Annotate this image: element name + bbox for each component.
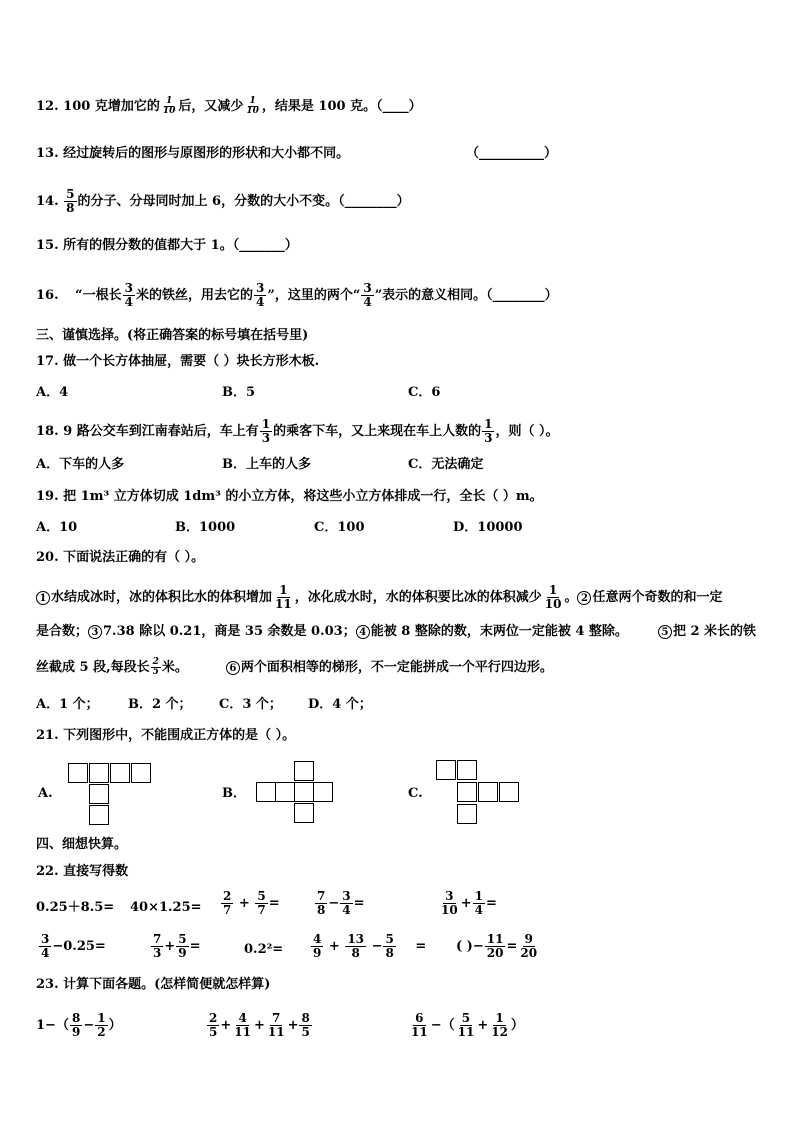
option-b[interactable]: B．1000 bbox=[175, 520, 236, 535]
option-b[interactable]: B．5 bbox=[222, 385, 256, 400]
circled-number: 6 bbox=[226, 661, 240, 675]
statement-line: 1 水结成冰时，冰的体积比水的体积增加 $\frac{1}{11}$ ，冰化成水时，水的体积要比冰的体积减少 $\frac{1}{10}$ 。 2 任意两个奇数的和一定 bbox=[36, 584, 722, 611]
circled-number: 4 bbox=[356, 625, 370, 639]
question-number: 13. bbox=[36, 146, 59, 161]
question-13: 13. 经过旋转后的图形与原图形的形状和大小都不同。 bbox=[36, 146, 350, 161]
question-number: 21. bbox=[36, 728, 59, 743]
option-c[interactable]: C．6 bbox=[408, 385, 441, 400]
calc-item: $\frac{2}{7}$ + $\frac{5}{7}$ = bbox=[223, 889, 280, 917]
calc-expression: $\frac{2}{5}$ + $\frac{4}{11}$ + $\frac{7}{11}$ + $\frac{8}{5}$ bbox=[209, 1011, 310, 1039]
calc-item: $\frac{3}{4}$ −0.25= bbox=[41, 932, 106, 960]
question-12: 12. 100 克增加它的 $\frac{1}{10}$ 后，又减少 $\frac{1}{10}$ ，结果是 100 克。（____） bbox=[36, 96, 422, 116]
calc-expression: $\frac{6}{11}$ −（ $\frac{5}{11}$ + $\frac{1}{12}$ ） bbox=[411, 1011, 524, 1039]
option-d[interactable]: D．4 个； bbox=[308, 697, 372, 712]
option-c[interactable]: C．3 个； bbox=[219, 697, 282, 712]
option-c[interactable]: C．无法确定 bbox=[408, 457, 484, 472]
option-a[interactable]: A．4 bbox=[36, 385, 69, 400]
option-c[interactable]: C. bbox=[408, 786, 423, 801]
question-number: 19. bbox=[36, 489, 59, 504]
circled-number: 1 bbox=[36, 591, 50, 605]
fraction: $\frac{1}{10}$ bbox=[246, 96, 259, 116]
question-number: 18. bbox=[36, 424, 59, 439]
option-d[interactable]: D．10000 bbox=[453, 520, 523, 535]
calc-item: $\frac{7}{3}$ + $\frac{5}{9}$ = bbox=[153, 932, 201, 960]
answer-blank[interactable]: （__________） bbox=[466, 146, 558, 161]
section-heading: 三、谨慎选择。(将正确答案的标号填在括号里) bbox=[36, 328, 309, 343]
question-number: 17. bbox=[36, 354, 59, 369]
question-number: 16. bbox=[36, 288, 59, 303]
calc-item: 0.2²= bbox=[244, 942, 284, 957]
calc-item: 0.25＋8.5= bbox=[36, 900, 115, 915]
question-number: 22. bbox=[36, 864, 59, 879]
circled-number: 3 bbox=[88, 625, 102, 639]
circled-number: 5 bbox=[658, 625, 672, 639]
statement-line: 丝截成 5 段,每段长 $\frac{2}{5}$ 米。 6 两个面积相等的梯形，不一定能拼成一个平行四边形。 bbox=[36, 657, 553, 677]
option-a[interactable]: A．下车的人多 bbox=[36, 457, 125, 472]
fraction: $\frac{3}{4}$ bbox=[124, 281, 133, 309]
question-22: 22. 直接写得数 bbox=[36, 864, 129, 879]
option-a[interactable]: A．1 个； bbox=[36, 697, 99, 712]
question-number: 12. bbox=[36, 99, 59, 114]
question-21: 21. 下列图形中，不能围成正方体的是（ ）。 bbox=[36, 728, 296, 743]
question-number: 23. bbox=[36, 977, 59, 992]
question-17: 17. 做一个长方体抽屉，需要（ ）块长方形木板. bbox=[36, 354, 320, 369]
question-19: 19. 把 1m³ 立方体切成 1dm³ 的小立方体，将这些小立方体排成一行，全长（ ）m。 bbox=[36, 489, 543, 504]
option-b[interactable]: B．2 个； bbox=[128, 697, 192, 712]
fraction: $\frac{1}{3}$ bbox=[261, 417, 271, 445]
fraction: $\frac{3}{4}$ bbox=[363, 281, 372, 309]
option-a[interactable]: A. bbox=[38, 786, 53, 801]
question-16: 16. “一根长 $\frac{3}{4}$ 米的铁丝，用去它的 $\frac{3}{4}$ ”，这里的两个“ $\frac{3}{4}$ ”表示的意义相同。（________） bbox=[36, 281, 558, 309]
option-a[interactable]: A．10 bbox=[36, 520, 78, 535]
section-heading: 四、细想快算。 bbox=[36, 837, 128, 852]
question-18: 18. 9 路公交车到江南春站后，车上有 $\frac{1}{3}$ 的乘客下车，又上来现在车上人数的 $\frac{1}{3}$ ，则（ ）。 bbox=[36, 417, 559, 445]
question-20: 20. 下面说法正确的有（ ）。 bbox=[36, 550, 205, 565]
fraction: $\frac{2}{5}$ bbox=[152, 657, 159, 677]
fraction: $\frac{1}{3}$ bbox=[484, 417, 493, 445]
question-number: 20. bbox=[36, 550, 59, 565]
calc-item: $\frac{7}{8}$ − $\frac{3}{4}$ = bbox=[317, 889, 365, 917]
question-number: 14. bbox=[36, 194, 59, 209]
question-23: 23. 计算下面各题。(怎样简便就怎样算) bbox=[36, 977, 271, 992]
option-c[interactable]: C．100 bbox=[314, 520, 365, 535]
calc-item: $\frac{4}{9}$ + $\frac{13}{8}$ − $\frac{5}{8}$ = bbox=[313, 932, 427, 960]
option-b[interactable]: B．上车的人多 bbox=[222, 457, 311, 472]
fraction: $\frac{1}{10}$ bbox=[544, 583, 562, 611]
question-14: 14. $\frac{5}{8}$ 的分子、分母同时加上 6，分数的大小不变。（________） bbox=[36, 187, 410, 215]
option-b[interactable]: B． bbox=[222, 786, 246, 801]
question-number: 15. bbox=[36, 238, 59, 253]
statement-line: 是合数； 3 7.38 除以 0.21，商是 35 余数是 0.03； 4 能被 8 整除的数，末两位一定能被 4 整除。 5 把 2 米长的铁 bbox=[36, 624, 757, 639]
calc-item: ( )− $\frac{11}{20}$ = $\frac{9}{20}$ bbox=[456, 932, 538, 960]
fraction: $\frac{1}{11}$ bbox=[275, 583, 292, 611]
calc-expression: 1−（ $\frac{8}{9}$ − $\frac{1}{2}$ ） bbox=[36, 1011, 122, 1039]
calc-item: $\frac{3}{10}$ + $\frac{1}{4}$ = bbox=[441, 889, 497, 917]
fraction: $\frac{3}{4}$ bbox=[256, 281, 265, 309]
calc-item: 40×1.25= bbox=[130, 900, 202, 915]
circled-number: 2 bbox=[577, 591, 591, 605]
fraction: $\frac{5}{8}$ bbox=[66, 187, 75, 215]
question-15: 15. 所有的假分数的值都大于 1。（_______） bbox=[36, 238, 298, 253]
fraction: $\frac{1}{10}$ bbox=[162, 96, 176, 116]
